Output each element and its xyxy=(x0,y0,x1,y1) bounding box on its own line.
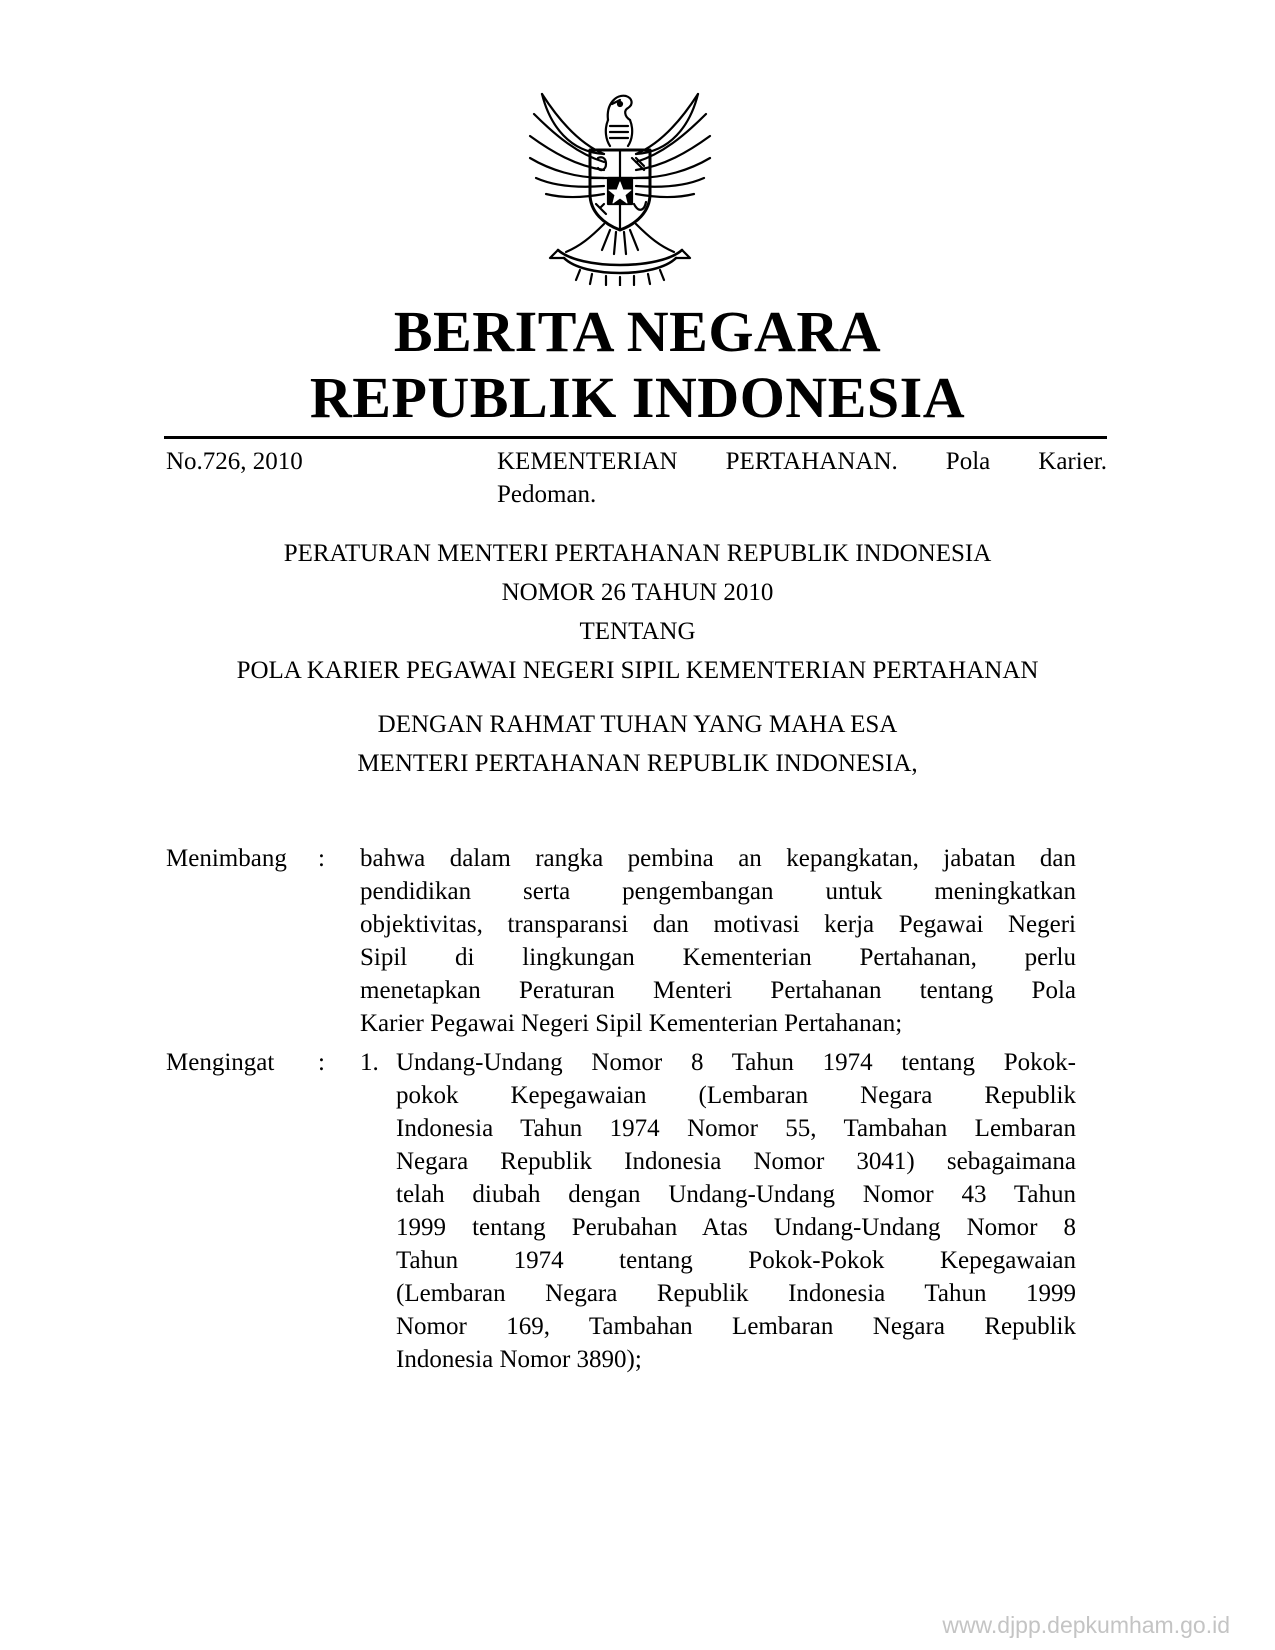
menimbang-line: objektivitas, transparansi dan motivasi kerja Pegawai Negeri xyxy=(360,911,1076,938)
menimbang-label: Menimbang xyxy=(166,845,287,872)
menimbang-line: menetapkan Peraturan Menteri Pertahanan tentang Pola xyxy=(360,977,1076,1004)
menimbang-text xyxy=(360,842,1076,1040)
menimbang-line: bahwa dalam rangka pembina an kepangkatan, jabatan dan xyxy=(360,845,1076,872)
mengingat-line: telah diubah dengan Undang-Undang Nomor 43 Tahun xyxy=(396,1181,1076,1208)
mengingat-item-text xyxy=(396,1046,1076,1376)
mengingat-line: Indonesia Tahun 1974 Nomor 55, Tambahan Lembaran xyxy=(396,1115,1076,1142)
menimbang-line: Karier Pegawai Negeri Sipil Kementerian Pertahanan; xyxy=(360,1010,903,1037)
mengingat-item-number: 1. xyxy=(360,1049,379,1076)
regulation-tentang: TENTANG xyxy=(579,618,696,645)
preamble-line1: DENGAN RAHMAT TUHAN YANG MAHA ESA xyxy=(377,711,898,738)
regulation-title-line1: PERATURAN MENTERI PERTAHANAN REPUBLIK INDONESIA xyxy=(283,540,992,567)
regulation-number: NOMOR 26 TAHUN 2010 xyxy=(501,579,774,606)
preamble-line2: MENTERI PERTAHANAN REPUBLIK INDONESIA, xyxy=(357,750,918,777)
mengingat-line: 1999 tentang Perubahan Atas Undang-Undang Nomor 8 xyxy=(396,1214,1076,1241)
gazette-subject-line: Pedoman. xyxy=(497,481,597,508)
mengingat-line: pokok Kepegawaian (Lembaran Negara Republik xyxy=(396,1082,1076,1109)
mengingat-line: Indonesia Nomor 3890); xyxy=(396,1346,642,1373)
footer-url-link[interactable]: www.djpp.depkumham.go.id xyxy=(942,1612,1230,1638)
mengingat-label: Mengingat xyxy=(166,1049,275,1076)
masthead-title-line2: REPUBLIK INDONESIA xyxy=(309,365,966,430)
mengingat-line: Undang-Undang Nomor 8 Tahun 1974 tentang Pokok- xyxy=(396,1049,1076,1076)
gazette-subject-line: KEMENTERIAN PERTAHANAN. Pola Karier. xyxy=(497,448,1107,475)
garuda-emblem-icon xyxy=(520,74,720,286)
mengingat-line: Tahun 1974 tentang Pokok-Pokok Kepegawaian xyxy=(396,1247,1076,1274)
gazette-subject xyxy=(497,445,1107,511)
masthead-divider xyxy=(164,436,1107,439)
menimbang-line: Sipil di lingkungan Kementerian Pertahanan, perlu xyxy=(360,944,1076,971)
mengingat-colon: : xyxy=(318,1049,325,1076)
mengingat-line: Nomor 169, Tambahan Lembaran Negara Republik xyxy=(396,1313,1076,1340)
mengingat-line: (Lembaran Negara Republik Indonesia Tahun 1999 xyxy=(396,1280,1076,1307)
mengingat-line: Negara Republik Indonesia Nomor 3041) sebagaimana xyxy=(396,1148,1076,1175)
gazette-number: No.726, 2010 xyxy=(166,448,303,475)
menimbang-line: pendidikan serta pengembangan untuk meningkatkan xyxy=(360,878,1076,905)
masthead-title-line1: BERITA NEGARA xyxy=(393,299,882,364)
menimbang-colon: : xyxy=(318,845,325,872)
regulation-subject: POLA KARIER PEGAWAI NEGERI SIPIL KEMENTERIAN PERTAHANAN xyxy=(236,657,1039,684)
